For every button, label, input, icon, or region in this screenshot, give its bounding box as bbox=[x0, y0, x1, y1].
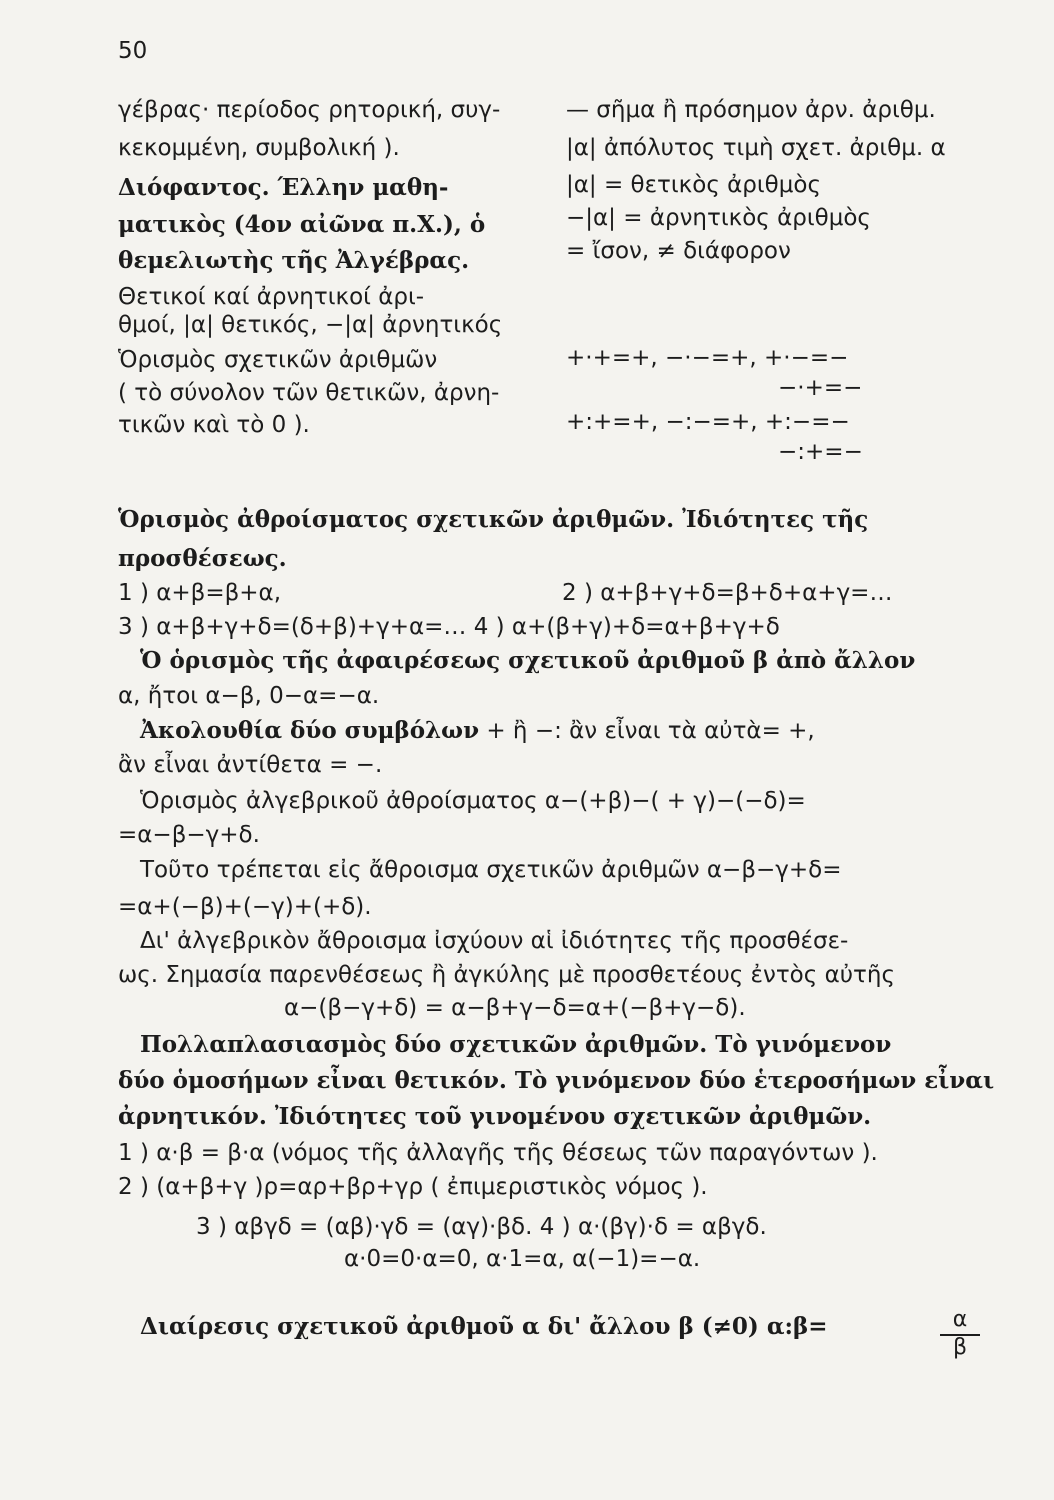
body-line bbox=[140, 716, 815, 746]
heading-subtraction: Ὁ ὁρισμὸς τῆς ἀφαιρέσεως σχετικοῦ ἀριθμοῦ β ἀπὸ ἄλλον bbox=[140, 647, 916, 674]
heading-multiplication: Πολλαπλασιασμὸς δύο σχετικῶν ἀριθμῶν. Τὸ γινόμενον bbox=[140, 1031, 892, 1058]
body-line: α·0=0·α=0, α·1=α, α(−1)=−α. bbox=[344, 1246, 701, 1272]
bold-phrase: Ἀκολουθία δύο συμβόλων bbox=[140, 717, 480, 744]
sign-sequence: + ἢ −: ἂν εἶναι τὰ αὐτὰ= +, bbox=[479, 718, 815, 744]
heading-multiplication: ἀρνητικόν. Ἰδιότητες τοῦ γινομένου σχετικῶν ἀριθμῶν. bbox=[118, 1103, 872, 1130]
left-col-line: ( τὸ σύνολον τῶν θετικῶν, ἀρνη- bbox=[118, 380, 500, 406]
heading-division: Διαίρεσις σχετικοῦ ἀριθμοῦ α δι' ἄλλου β (≠0) α:β= bbox=[140, 1313, 828, 1340]
body-line: Δι' ἀλγεβρικὸν ἄθροισμα ἰσχύουν αἱ ἰδιότητες τῆς προσθέσε- bbox=[140, 928, 849, 954]
left-col-line: κεκομμένη, συμβολική ). bbox=[118, 135, 400, 161]
body-line: ως. Σημασία παρενθέσεως ἢ ἀγκύλης μὲ προσθετέους ἐντὸς αὐτῆς bbox=[118, 962, 895, 988]
body-line: =α−β−γ+δ. bbox=[118, 822, 260, 848]
page-number: 50 bbox=[118, 38, 148, 64]
body-line: =α+(−β)+(−γ)+(+δ). bbox=[118, 894, 372, 920]
left-col-line: Ὁρισμὸς σχετικῶν ἀριθμῶν bbox=[118, 347, 438, 373]
fraction-denominator: β bbox=[952, 1335, 968, 1360]
body-line: 1 ) α·β = β·α (νόμος τῆς ἀλλαγῆς τῆς θέσεως τῶν παραγόντων ). bbox=[118, 1140, 878, 1166]
left-col-line: ματικὸς (4ον αἰῶνα π.Χ.), ὁ bbox=[118, 211, 486, 238]
sign-rule-div: −:+=− bbox=[778, 439, 863, 465]
sign-rule-mult: +·+=+, −·−=+, +·−=− bbox=[566, 345, 849, 371]
body-line: α, ἤτοι α−β, 0−α=−α. bbox=[118, 683, 380, 709]
body-line: Ὁρισμὸς ἀλγεβρικοῦ ἀθροίσματος α−(+β)−( + γ)−(−δ)= bbox=[140, 788, 806, 814]
heading-multiplication: δύο ὁμοσήμων εἶναι θετικόν. Τὸ γινόμενον δύο ἑτεροσήμων εἶναι bbox=[118, 1067, 995, 1094]
left-col-line: γέβρας· περίοδος ρητορική, συγ- bbox=[118, 97, 501, 123]
body-line: 3 ) αβγδ = (αβ)·γδ = (αγ)·βδ. 4 ) α·(βγ)·δ = αβγδ. bbox=[196, 1214, 767, 1240]
body-line: 3 ) α+β+γ+δ=(δ+β)+γ+α=… 4 ) α+(β+γ)+δ=α+β+γ+δ bbox=[118, 614, 780, 640]
body-line: ἂν εἶναι ἀντίθετα = −. bbox=[118, 752, 383, 778]
body-line: Τοῦτο τρέπεται εἰς ἄθροισμα σχετικῶν ἀριθμῶν α−β−γ+δ= bbox=[140, 857, 842, 883]
right-col-line: = ἴσον, ≠ διάφορον bbox=[566, 238, 791, 264]
right-col-line: |α| ἀπόλυτος τιμὴ σχετ. ἀριθμ. α bbox=[566, 135, 946, 161]
fraction-numerator: α bbox=[940, 1308, 980, 1336]
body-line: 2 ) α+β+γ+δ=β+δ+α+γ=… bbox=[562, 580, 893, 606]
body-line: α−(β−γ+δ) = α−β+γ−δ=α+(−β+γ−δ). bbox=[284, 995, 746, 1021]
sign-rule-div: +:+=+, −:−=+, +:−=− bbox=[566, 409, 850, 435]
left-col-line: θεμελιωτὴς τῆς Ἀλγέβρας. bbox=[118, 247, 470, 274]
left-col-line: τικῶν καὶ τὸ 0 ). bbox=[118, 412, 310, 438]
left-col-line: Διόφαντος. Έλλην μαθη- bbox=[118, 174, 449, 201]
fraction-alpha-over-beta bbox=[940, 1308, 980, 1360]
body-line: 1 ) α+β=β+α, bbox=[118, 580, 282, 606]
heading-addition: προσθέσεως. bbox=[118, 545, 287, 572]
right-col-line: — σῆμα ἢ πρόσημον ἀρν. ἀριθμ. bbox=[566, 97, 936, 123]
body-line: 2 ) (α+β+γ )ρ=αρ+βρ+γρ ( ἐπιμεριστικὸς νόμος ). bbox=[118, 1174, 708, 1200]
sign-rule-mult: −·+=− bbox=[778, 375, 863, 401]
heading-addition: Ὁρισμὸς ἀθροίσματος σχετικῶν ἀριθμῶν. Ἰδιότητες τῆς bbox=[118, 506, 869, 533]
right-col-line: −|α| = ἀρνητικὸς ἀριθμὸς bbox=[566, 205, 871, 231]
left-col-line: Θετικοί καί ἀρνητικοί ἀρι- bbox=[118, 284, 425, 310]
left-col-line: θμοί, |α| θετικός, −|α| ἀρνητικός bbox=[118, 312, 503, 338]
right-col-line: |α| = θετικὸς ἀριθμὸς bbox=[566, 172, 821, 198]
